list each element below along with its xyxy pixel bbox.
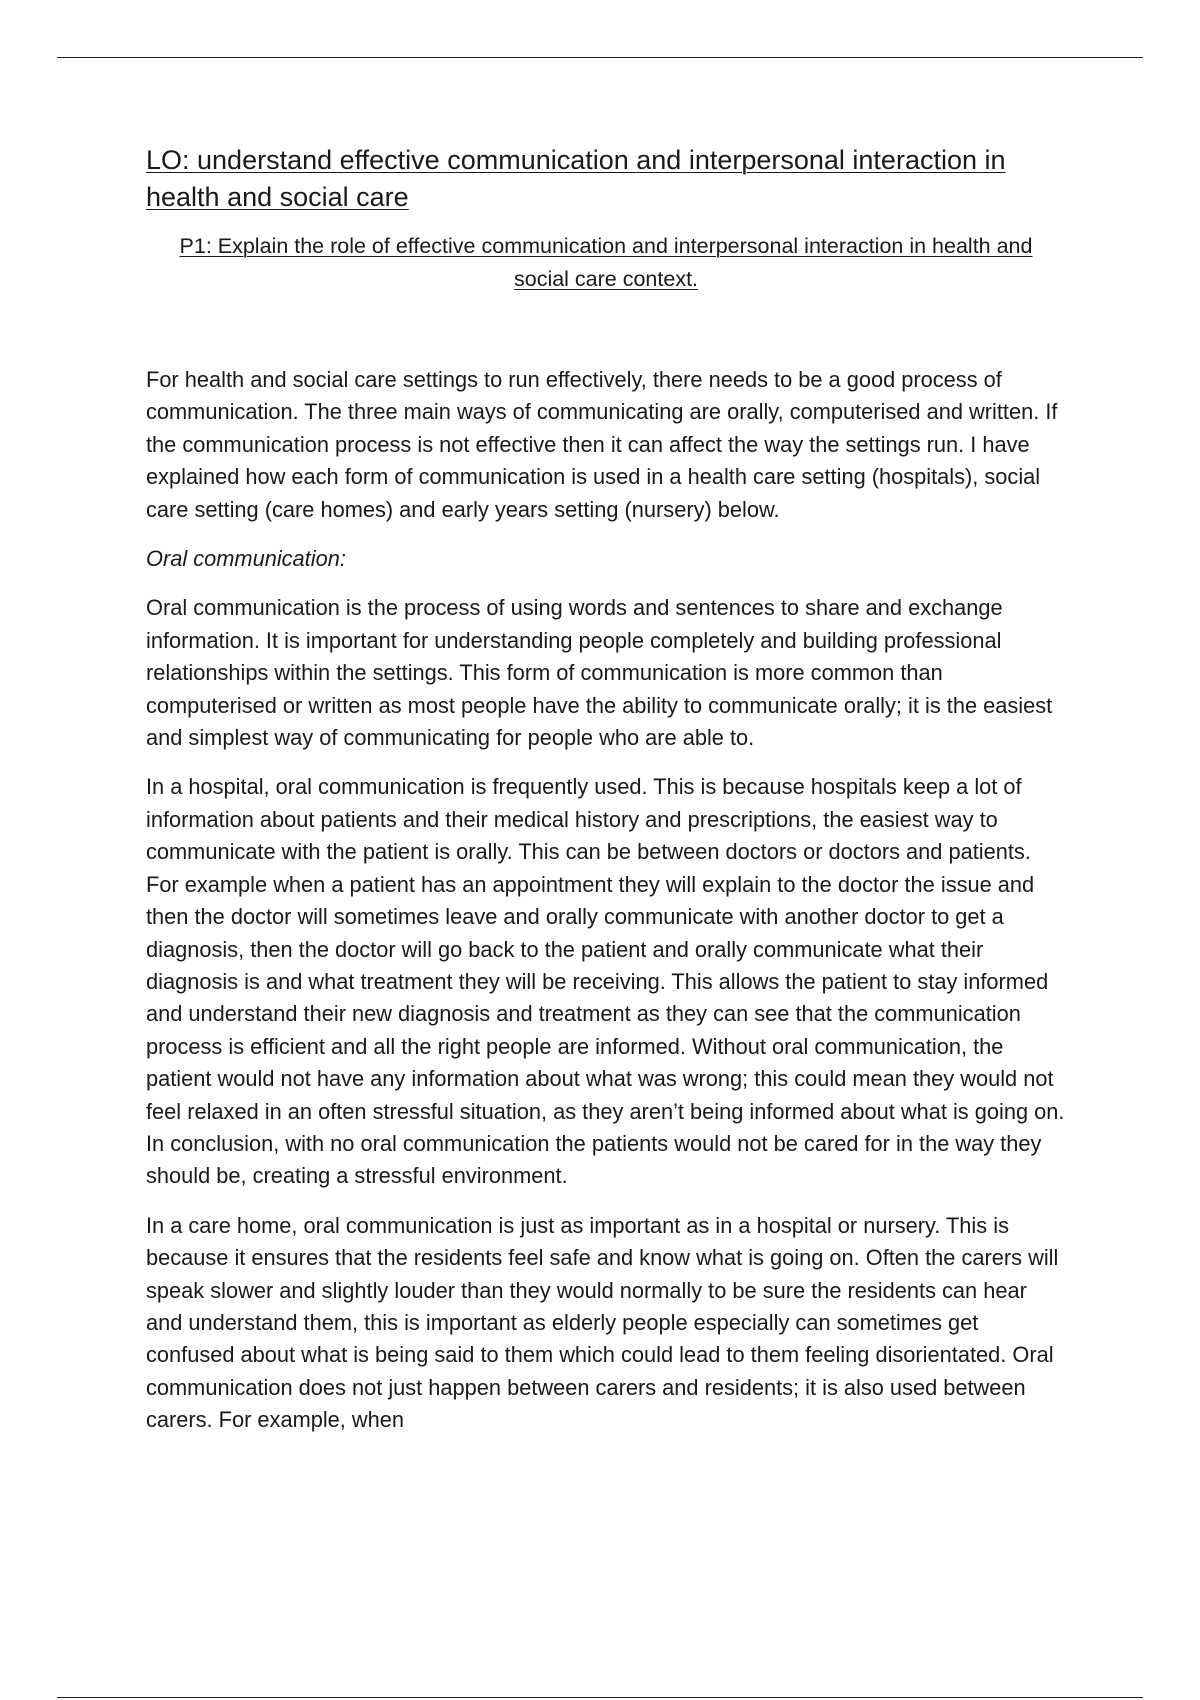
- oral-definition-paragraph: Oral communication is the process of using words and sentences to share and exchange information. It is important for understanding people completely and building professional relationships within the settings. This form of communication is more common than computerised or written as most people have the ability to communicate orally; it is the easiest and simplest way of communicating for people who are able to.: [146, 595, 1053, 751]
- top-rule: [57, 57, 1143, 58]
- intro-paragraph: For health and social care settings to run effectively, there needs to be a good process of communication. The three main ways of communicating are orally, computerised and written. If the communication process is not effective then it can affect the way the settings run. I have explained how each form of communication is used in a health care setting (hospitals), social care setting (care homes) and early years setting (nursery) below.: [146, 367, 1058, 522]
- care-home-paragraph: In a care home, oral communication is just as important as in a hospital or nursery. This is because it ensures that the residents feel safe and know what is going on. Often the carers will speak slower and slightly louder than they would normally to be sure the residents can hear and understand them, this is important as elderly people especially can sometimes get confused about what is being said to them which could lead to them feeling disorientated. Oral communication does not just happen between carers and residents; it is also used between carers. For example, when: [146, 1212, 1059, 1433]
- hospital-paragraph: In a hospital, oral communication is frequently used. This is because hospitals keep a lot of information about patients and their medical history and prescriptions, the easiest way to communicate with the patient is orally. This can be between doctors or doctors and patients. For example when a patient has an appointment they will explain to the doctor the issue and then the doctor will sometimes leave and orally communicate with another doctor to get a diagnosis, then the doctor will go back to the patient and orally communicate what their diagnosis is and what treatment they will be receiving. This allows the patient to stay informed and understand their new diagnosis and treatment as they can see that the communication process is efficient and all the right people are informed. Without oral communication, the patient would not have any information about what was wrong; this could mean they would not feel relaxed in an often stressful situation, as they aren’t being informed about what is going on. In conclusion, with no oral communication the patients would not be cared for in the way they should be, creating a stressful environment.: [146, 774, 1065, 1189]
- learning-objective-title: LO: understand effective communication and interpersonal interaction in health and social care: [146, 145, 1006, 212]
- p1-task-title: P1: Explain the role of effective communication and interpersonal interaction in health and social care context.: [179, 234, 1033, 291]
- bottom-rule: [57, 1697, 1143, 1698]
- document-body: [146, 142, 1066, 1454]
- oral-communication-heading: Oral communication:: [146, 546, 346, 572]
